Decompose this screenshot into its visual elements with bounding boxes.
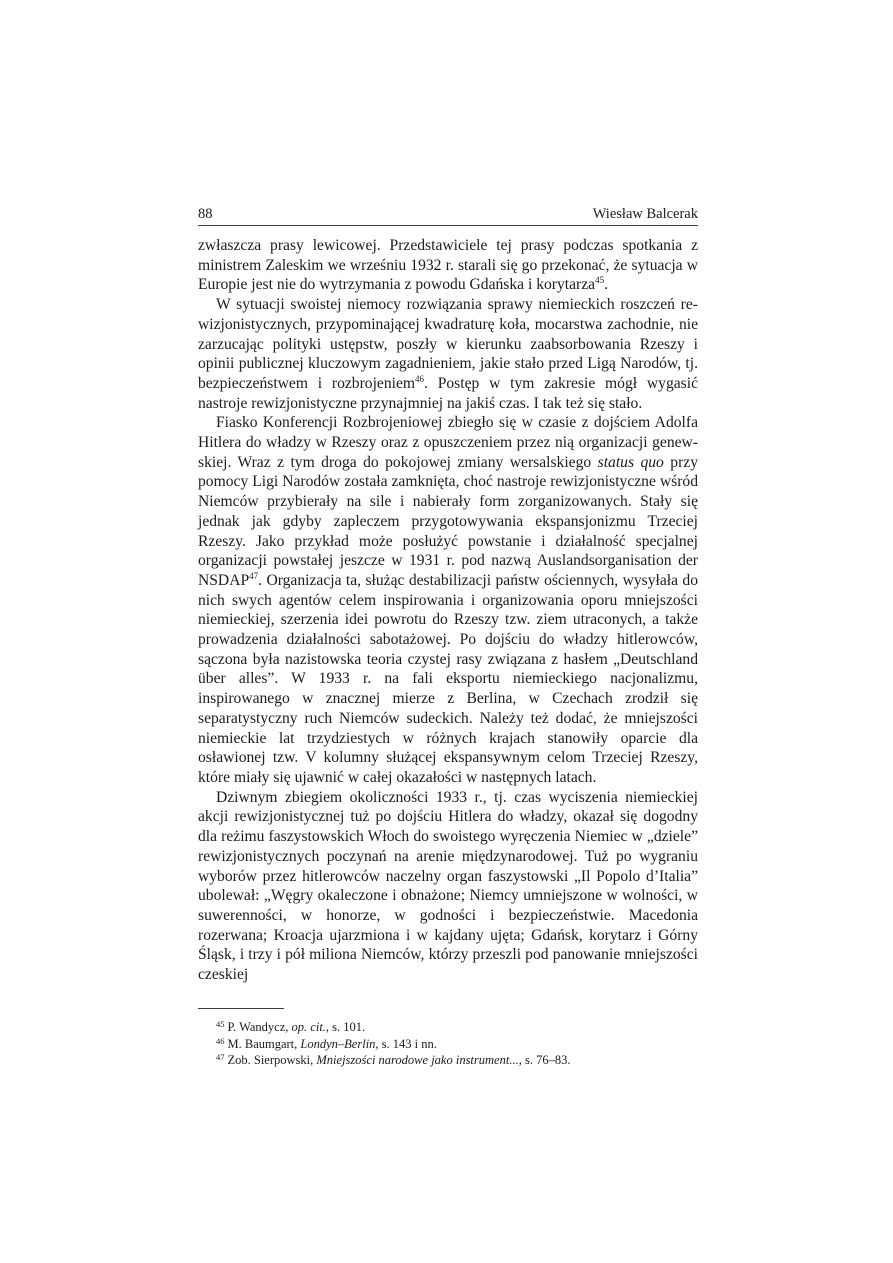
page <box>198 205 698 985</box>
running-head <box>198 205 698 226</box>
paragraph-3-text: Fiasko Konferencji Rozbrojeniowej zbiegło się w czasie z dojściem Adolfa Hitlera do władzy w Rzeszy oraz z opuszczeniem przez nią organizacji genewskiej. Wraz z tym droga do pokojowej zmiany wersalskiego <box>198 414 698 471</box>
paragraph-3-mid: przy pomocy Ligi Narodów została zamknięta, choć nastroje rewizjonistyczne wśród Niemców przybierały na sile i nabierały form zorganizowanych. Stały się jednak jak gdyby zapleczem przygotowywania ekspansjonizmu Trzeciej Rzeszy. Jako przykład może posłużyć powstanie i działalność specjalnej organizacji powstałej jeszcze w 1931 r. pod nazwą Auslandsorganisation der NSDAP <box>198 453 699 589</box>
paragraph-2 <box>198 295 698 413</box>
paragraph-2-text: W sytuacji swoistej niemocy rozwiązania sprawy niemieckich roszczeń rewizjonistycznych, przypominającej kwadraturę koła, mocarstwa zachodnie, nie zarzucając polityki ustępstw, poszły w kierunku zaabsorbowania Rzeszy i opinii publicznej kluczowym zagadnieniem, jakie stało przed Ligą Narodów, tj. bezpieczeństwem i rozbrojeniem <box>198 296 698 392</box>
footnote-number: 45 <box>216 1019 225 1029</box>
page-number: 88 <box>198 206 213 222</box>
paragraph-3-tail: . Organizacja ta, służąc destabilizacji państw ościennych, wysyłała do nich swych agentów celem inspirowania i organizowania oporu mniejszości niemieckiej, szerzenia idei powrotu do Rzeszy tzw. ziem utraconych, a także prowadzenia działalności sabotażowej. Po dojściu do władzy hitlerowców, sączona była nazistowska teoria czystej rasy związana z hasłem „Deutschland über alles”. W 1933 r. na fali eksportu niemieckiego nacjonalizmu, inspirowanego w znacznej mierze z Berlina, w Czechach zrodził się separatystyczny ruch Niemców sudeckich. Należy też dodać, że mniejszości niemieckie lat trzydziestych w różnych krajach stanowiły oparcie dla osławionej tzw. V kolumny służącej ekspansywnym celom Trzeciej Rzeszy, które miały się ujawnić w całej okazałości w następnych latach. <box>198 571 698 786</box>
footnote-number: 46 <box>216 1035 225 1046</box>
body-text <box>198 236 698 985</box>
footnote-italic: Mniejszości narodowe jako instrument... <box>316 1053 519 1067</box>
footnote-46 <box>198 1036 698 1053</box>
paragraph-1-tail: . <box>604 276 608 294</box>
footnote-text: P. Wandycz, <box>227 1020 292 1034</box>
paragraph-1 <box>198 236 698 295</box>
footnote-47 <box>198 1052 698 1069</box>
footnote-text: M. Baumgart, <box>227 1036 301 1051</box>
paragraph-4-text: Dziwnym zbiegiem okoliczności 1933 r., tj. czas wyciszenia niemieckiej akcji rewizjonistycznej tuż po dojściu Hitlera do władzy, okazał się dogodny dla reżimu faszystowskich Włoch do swoistego wyręczenia Niemiec w „dziele” rewizjonistycznych poczynań na arenie międzynarodowej. Tuż po wygraniu wyborów przez hitlerowców naczelny organ faszystowski „Il Popolo d’Italia” ubolewał: „Węgry okaleczone i obnażone; Niemcy umniejszone w wolności, w suwerenności, w honorze, w godności i bezpieczeństwie. Macedonia rozerwana; Kroacja ujarzmiona i w kajdany ujęta; Gdańsk, korytarz i Górny Śląsk, i trzy i pół miliona Niemców, którzy przeszli pod panowanie mniejszości czeskiej <box>198 788 698 984</box>
footnote-tail: , s. 143 i nn. <box>375 1036 437 1051</box>
footnote-ref-47: 47 <box>249 570 259 581</box>
footnote-text: Zob. Sierpowski, <box>227 1053 317 1067</box>
paragraph-4 <box>198 788 698 985</box>
paragraph-3 <box>198 413 698 787</box>
footnote-45 <box>198 1019 698 1036</box>
footnote-ref-45: 45 <box>595 275 605 286</box>
author-name: Wiesław Balcerak <box>592 206 698 222</box>
paragraph-1-text: zwłaszcza prasy lewicowej. Przedstawiciele tej prasy podczas spotkania z ministrem Zaleskim we wrześniu 1932 r. starali się go przekonać, że sytuacja w Europie jest nie do wytrzymania z powodu Gdańska i korytarza <box>198 237 698 294</box>
footnotes <box>198 1008 698 1069</box>
footnote-italic: op. cit. <box>291 1020 326 1034</box>
paragraph-3-italic: status quo <box>597 453 664 471</box>
footnote-tail: , s. 101. <box>325 1020 366 1034</box>
footnote-italic: Londyn–Berlin <box>300 1036 376 1051</box>
footnote-number: 47 <box>216 1052 225 1062</box>
paragraph-2-tail: . Postęp w tym zakresie mógł wygasić nastroje rewizjonistyczne przynajmniej na jakiś czas. I tak też się stało. <box>198 374 698 412</box>
footnote-rule <box>198 1008 284 1009</box>
footnote-ref-46: 46 <box>415 373 425 384</box>
footnote-tail: , s. 76–83. <box>518 1053 571 1067</box>
